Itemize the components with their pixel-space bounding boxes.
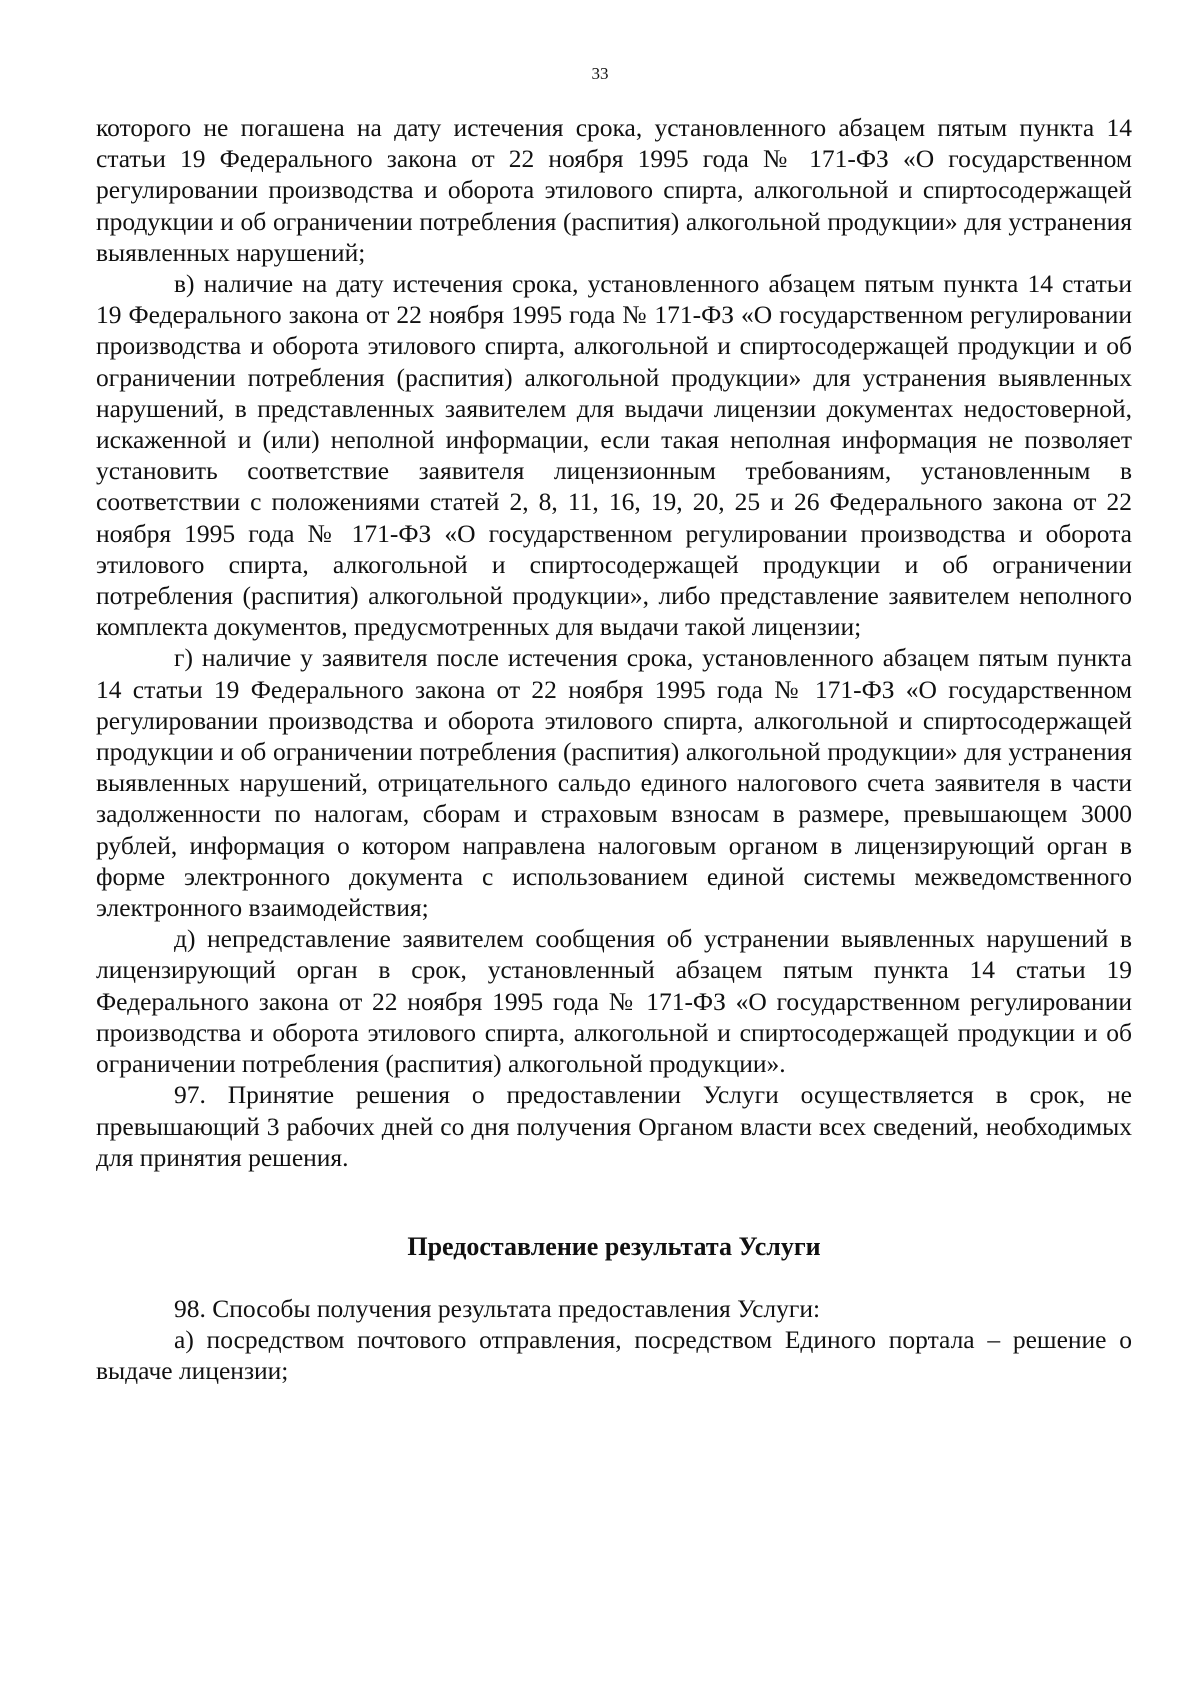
paragraph-97: 97. Принятие решения о предоставлении Услуги осуществляется в срок, не превышающий 3 рабочих дней со дня получения Органом власти всех сведений, необходимых для принятия решения.: [96, 1080, 1132, 1172]
paragraph-item-d: д) непредставление заявителем сообщения об устранении выявленных нарушений в лицензирующий орган в срок, установленный абзацем пятым пункта 14 статьи 19 Федерального закона от 22 ноября 1995 года № 171-ФЗ «О государственном регулировании производства и оборота этилового спирта, алкогольной и спиртосодержащей продукции и об ограничении потребления (распития) алкогольной продукции».: [96, 924, 1132, 1079]
page-number: 33: [591, 64, 609, 83]
paragraph-item-v: в) наличие на дату истечения срока, установленного абзацем пятым пункта 14 статьи 19 Федерального закона от 22 ноября 1995 года № 171-ФЗ «О государственном регулировании производства и оборота этилового спирта, алкогольной и спиртосодержащей продукции и об ограничении потребления (распития) алкогольной продукции» для устранения выявленных нарушений, в представленных заявителем для выдачи лицензии документах недостоверной, искаженной и (или) неполной информации, если такая неполная информация не позволяет установить соответствие заявителя лицензионным требованиям, установленным в соответствии с положениями статей 2, 8, 11, 16, 19, 20, 25 и 26 Федерального закона от 22 ноября 1995 года № 171-ФЗ «О государственном регулировании производства и оборота этилового спирта, алкогольной и спиртосодержащей продукции и об ограничении потребления (распития) алкогольной продукции», либо представление заявителем неполного комплекта документов, предусмотренных для выдачи такой лицензии;: [96, 269, 1132, 642]
paragraph-item-a: а) посредством почтового отправления, посредством Единого портала – решение о выдаче лицензии;: [96, 1325, 1132, 1386]
paragraph-item-g: г) наличие у заявителя после истечения срока, установленного абзацем пятым пункта 14 статьи 19 Федерального закона от 22 ноября 1995 года № 171-ФЗ «О государственном регулировании производства и оборота этилового спирта, алкогольной и спиртосодержащей продукции и об ограничении потребления (распития) алкогольной продукции» для устранения выявленных нарушений, отрицательного сальдо единого налогового счета заявителя в части задолженности по налогам, сборам и страховым взносам в размере, превышающем 3000 рублей, информация о котором направлена налоговым органом в лицензирующий орган в форме электронного документа с использованием единой системы межведомственного электронного взаимодействия;: [96, 643, 1132, 923]
document-body: [96, 112, 1132, 1387]
section-heading: Предоставление результата Услуги: [407, 1231, 821, 1261]
paragraph-continuation: которого не погашена на дату истечения срока, установленного абзацем пятым пункта 14 статьи 19 Федерального закона от 22 ноября 1995 года № 171-ФЗ «О государственном регулировании производства и оборота этилового спирта, алкогольной и спиртосодержащей продукции и об ограничении потребления (распития) алкогольной продукции» для устранения выявленных нарушений;: [96, 113, 1132, 267]
paragraph-98: 98. Способы получения результата предоставления Услуги:: [174, 1293, 821, 1323]
